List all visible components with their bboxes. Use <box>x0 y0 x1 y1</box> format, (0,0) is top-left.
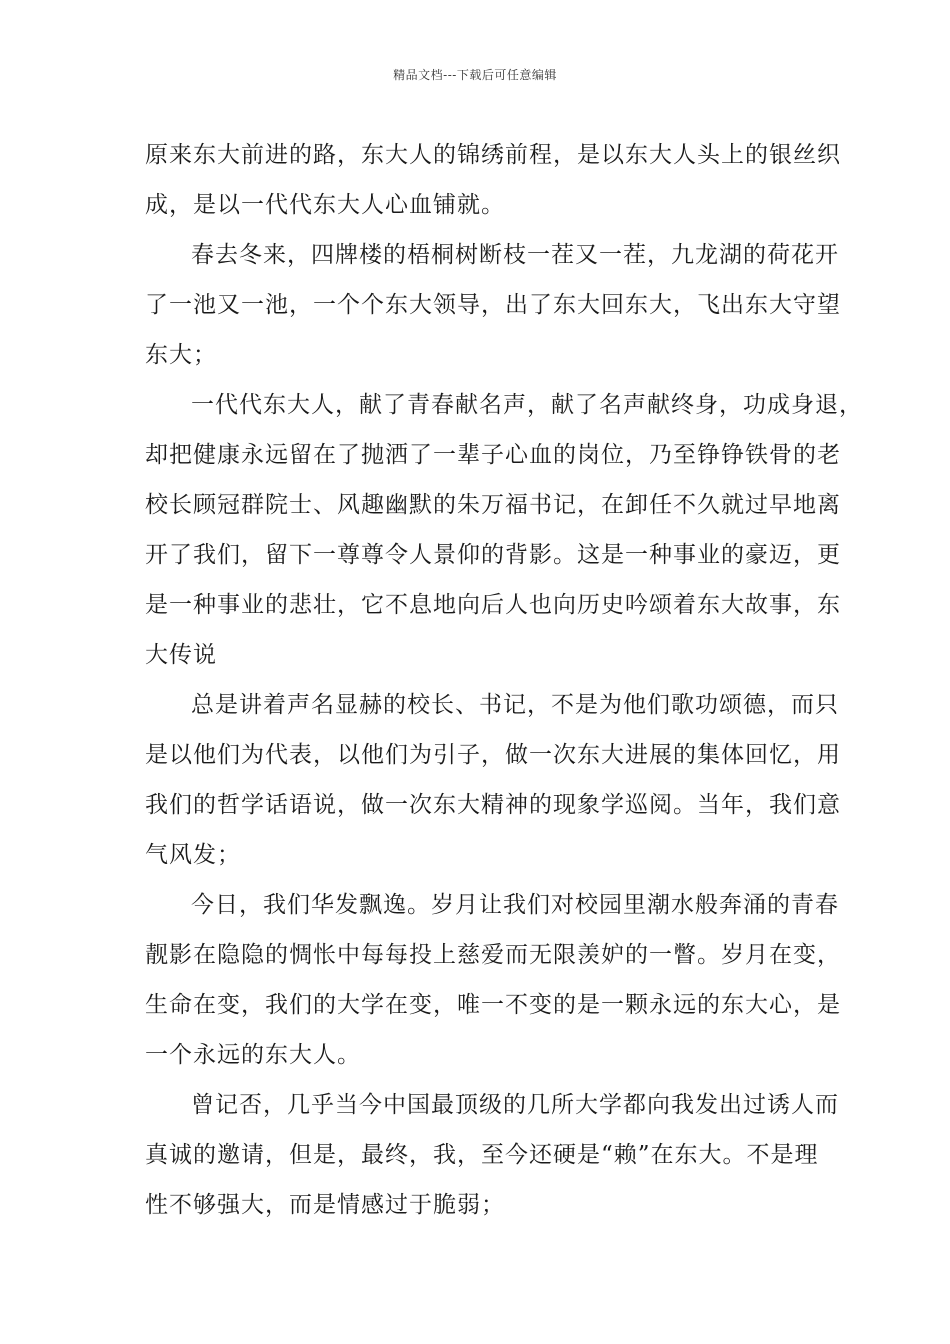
text-line: 开了我们，留下一尊尊令人景仰的背影。这是一种事业的豪迈，更 <box>145 542 841 568</box>
text-line: 气风发； <box>145 842 241 868</box>
text-line: 是一种事业的悲壮，它不息地向后人也向历史吟颂着东大故事，东 <box>145 592 841 618</box>
text-line: 生命在变，我们的大学在变，唯一不变的是一颗永远的东大心，是 <box>145 992 841 1018</box>
paragraph-start-line: 一代代东大人，献了青春献名声，献了名声献终身，功成身退， <box>191 392 863 418</box>
text-line: 东大； <box>145 342 217 368</box>
text-line: 却把健康永远留在了抛洒了一辈子心血的岗位，乃至铮铮铁骨的老 <box>145 442 841 468</box>
page-header: 精品文档---下载后可任意编辑 <box>393 68 557 82</box>
text-line: 校长顾冠群院士、风趣幽默的朱万福书记，在卸任不久就过早地离 <box>145 492 841 518</box>
text-line: 了一池又一池，一个个东大领导，出了东大回东大，飞出东大守望 <box>145 292 841 318</box>
text-line: 原来东大前进的路，东大人的锦绣前程，是以东大人头上的银丝织 <box>145 142 841 168</box>
text-line: 大传说 <box>145 642 217 668</box>
text-line: 我们的哲学话语说，做一次东大精神的现象学巡阅。当年，我们意 <box>145 792 841 818</box>
text-line: 一个永远的东大人。 <box>145 1042 361 1068</box>
paragraph-start-line: 今日，我们华发飘逸。岁月让我们对校园里潮水般奔涌的青春 <box>191 892 839 918</box>
text-line: 靓影在隐隐的惆怅中每每投上慈爱而无限羡妒的一瞥。岁月在变， <box>145 942 841 968</box>
document-body <box>145 130 863 1230</box>
text-line: 成，是以一代代东大人心血铺就。 <box>145 192 505 218</box>
paragraph-start-line: 春去冬来，四牌楼的梧桐树断枝一茬又一茬，九龙湖的荷花开 <box>191 242 839 268</box>
text-line: 是以他们为代表，以他们为引子，做一次东大进展的集体回忆，用 <box>145 742 841 768</box>
text-line: 性不够强大，而是情感过于脆弱； <box>145 1192 505 1218</box>
paragraph-start-line: 总是讲着声名显赫的校长、书记，不是为他们歌功颂德，而只 <box>191 692 839 718</box>
text-line: 真诚的邀请，但是，最终，我，至今还硬是“赖”在东大。不是理 <box>145 1142 819 1168</box>
paragraph-start-line: 曾记否，几乎当今中国最顶级的几所大学都向我发出过诱人而 <box>191 1092 839 1118</box>
